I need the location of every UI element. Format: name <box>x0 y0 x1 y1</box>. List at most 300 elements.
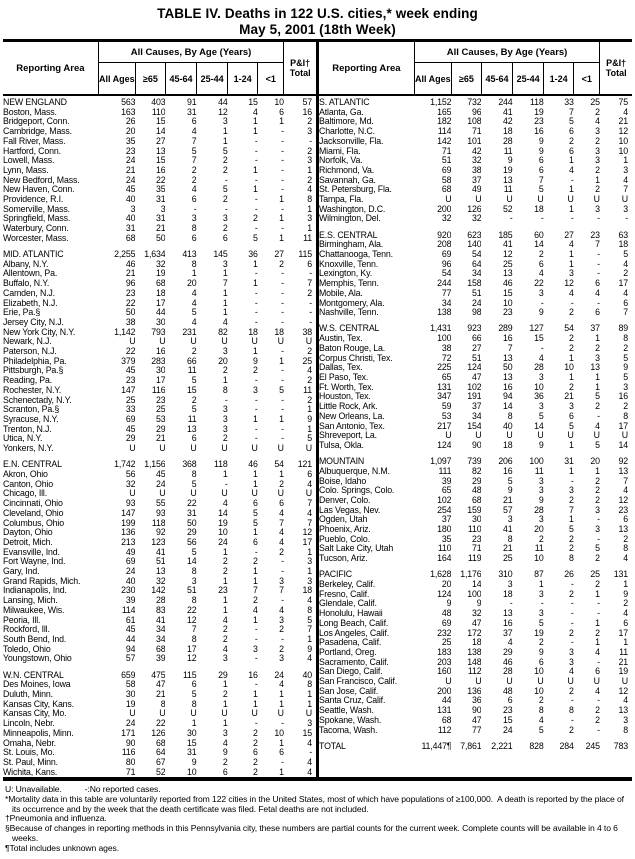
value-cell: 90 <box>471 440 482 450</box>
value-cell: U <box>445 677 452 687</box>
value-cell: 11 <box>534 466 544 476</box>
value-cell: 32 <box>441 214 452 224</box>
value-cell: 102 <box>437 495 452 505</box>
footnote-pilcrow: ¶Total includes unknown ages. <box>5 842 119 853</box>
value-cell: 920 <box>437 230 452 240</box>
value-cell: 2 <box>595 706 600 716</box>
value-cell: 30 <box>187 728 197 738</box>
value-cell: 22 <box>155 719 166 729</box>
value-cell: 2 <box>595 495 600 505</box>
value-cell: 71 <box>471 127 482 137</box>
table-row <box>319 176 632 186</box>
value-cell: 24 <box>155 479 166 489</box>
value-cell: 80 <box>125 757 136 767</box>
footnote-dagger: †Pneumonia and influenza. <box>5 813 107 824</box>
value-cell: 57 <box>125 654 136 664</box>
reporting-area-cell: Cambridge, Mass. <box>3 127 72 137</box>
reporting-area-cell: Cleveland, Ohio <box>3 508 64 518</box>
value-cell: - <box>254 634 258 644</box>
value-cell: 2 <box>568 589 574 599</box>
value-cell: 4 <box>307 479 312 489</box>
value-cell: 3 <box>222 405 228 415</box>
value-cell: 68 <box>125 233 136 243</box>
value-cell: 48 <box>503 686 513 696</box>
value-cell: 51 <box>155 557 166 567</box>
value-cell: 24 <box>471 298 482 308</box>
value-cell: 39 <box>155 654 166 664</box>
table-row <box>3 214 316 224</box>
value-cell: 2 <box>279 644 284 654</box>
value-cell: 118 <box>530 97 544 107</box>
table-row <box>319 147 632 157</box>
reporting-area-cell: Camden, N.J. <box>3 288 55 298</box>
table-row <box>319 260 632 270</box>
value-cell: 3 <box>595 127 600 137</box>
value-cell: 4 <box>279 508 284 518</box>
value-cell: 14 <box>618 440 628 450</box>
value-cell: 51 <box>471 288 482 298</box>
reporting-area-cell: San Francisco, Calif. <box>319 677 398 687</box>
value-cell: 92 <box>155 528 166 538</box>
value-cell: - <box>281 317 284 327</box>
value-cell: 4 <box>623 486 628 496</box>
value-cell: 1,156 <box>144 460 166 470</box>
value-cell: 69 <box>441 165 452 175</box>
reporting-area-cell: TOTAL <box>319 741 346 751</box>
table-row <box>3 748 316 758</box>
table-row <box>3 269 316 279</box>
value-cell: 3 <box>279 654 284 664</box>
value-cell: - <box>281 395 284 405</box>
value-cell: 1 <box>595 382 600 392</box>
value-cell: 200 <box>437 204 452 214</box>
value-cell: 3 <box>595 156 600 166</box>
col-header-lt1: <1 <box>258 63 284 96</box>
reporting-area-cell: Youngstown, Ohio <box>3 654 72 664</box>
value-cell: 9 <box>623 363 628 373</box>
value-cell: 171 <box>121 728 136 738</box>
value-cell: 245 <box>585 741 600 751</box>
value-cell: 27 <box>274 250 284 260</box>
value-cell: 4 <box>307 185 312 195</box>
col-header-ge65: ≥65 <box>135 63 165 96</box>
value-cell: 2 <box>595 486 600 496</box>
right-table <box>319 42 632 752</box>
value-cell: 7 <box>191 156 197 166</box>
value-cell: 3 <box>307 127 312 137</box>
all-causes-header: All Causes, By Age (Years) <box>98 42 284 63</box>
value-cell: 2 <box>252 596 258 606</box>
value-cell: 6 <box>538 259 544 269</box>
value-cell: 68 <box>155 738 166 748</box>
value-cell: 40 <box>125 195 136 205</box>
value-cell: 22 <box>187 605 197 615</box>
value-cell: 1 <box>279 689 284 699</box>
value-cell: 47 <box>155 680 166 690</box>
value-cell: - <box>570 609 574 619</box>
value-cell: 57 <box>302 97 312 107</box>
table-row <box>3 616 316 626</box>
value-cell: 5 <box>538 618 544 628</box>
table-row <box>3 519 316 529</box>
table-row <box>319 363 632 373</box>
value-cell: - <box>254 434 258 444</box>
value-cell: 13 <box>618 525 628 535</box>
value-cell: - <box>254 680 258 690</box>
value-cell: 69 <box>441 250 452 260</box>
value-cell: 10 <box>534 686 544 696</box>
reporting-area-cell: Minneapolis, Minn. <box>3 728 74 738</box>
value-cell: 108 <box>467 117 482 127</box>
value-cell: 1,628 <box>430 570 452 580</box>
value-cell: 138 <box>437 308 452 318</box>
section-total-row <box>3 460 316 470</box>
value-cell: 110 <box>151 107 166 117</box>
value-cell: 98 <box>471 308 482 318</box>
value-cell: 9 <box>476 599 482 609</box>
value-cell: 64 <box>155 748 166 758</box>
value-cell: 69 <box>125 557 136 567</box>
value-cell: 10 <box>187 767 197 777</box>
value-cell: 40 <box>125 214 136 224</box>
value-cell: 6 <box>279 748 284 758</box>
value-cell: U <box>251 337 258 347</box>
value-cell: 42 <box>503 117 513 127</box>
value-cell: - <box>281 127 284 137</box>
reporting-area-cell: Phoenix, Ariz. <box>319 525 371 535</box>
value-cell: - <box>224 395 228 405</box>
value-cell: 18 <box>534 204 544 214</box>
value-cell: 739 <box>467 457 482 467</box>
value-cell: 13 <box>155 146 166 156</box>
value-cell: 41 <box>155 615 166 625</box>
value-cell: 9 <box>538 495 544 505</box>
value-cell: 35 <box>155 185 166 195</box>
table-row <box>3 279 316 289</box>
value-cell: 2 <box>307 146 312 156</box>
reporting-area-cell: El Paso, Tex. <box>319 372 369 382</box>
value-cell: 1,142 <box>114 327 136 337</box>
value-cell: 18 <box>302 586 312 596</box>
value-cell: 46 <box>503 657 513 667</box>
value-cell: 3 <box>191 576 197 586</box>
value-cell: 3 <box>568 647 574 657</box>
value-cell: 5 <box>568 117 574 127</box>
value-cell: 2 <box>222 156 228 166</box>
value-cell: 783 <box>613 741 628 751</box>
value-cell: 206 <box>498 457 513 467</box>
value-cell: 25 <box>590 97 600 107</box>
value-cell: 46 <box>125 259 136 269</box>
deaths-table <box>3 39 632 781</box>
value-cell: 3 <box>568 269 574 279</box>
table-row <box>319 289 632 299</box>
value-cell: 2 <box>623 343 628 353</box>
value-cell: - <box>597 259 600 269</box>
reporting-area-cell: Syracuse, N.Y. <box>3 415 59 424</box>
value-cell: 65 <box>441 372 452 382</box>
value-cell: 8 <box>307 605 312 615</box>
value-cell: - <box>281 405 284 415</box>
reporting-area-cell: Chattanooga, Tenn. <box>319 250 393 260</box>
reporting-area-cell: Birmingham, Ala. <box>319 240 384 250</box>
value-cell: 6 <box>538 156 544 166</box>
value-cell: 3 <box>279 615 284 625</box>
value-cell: 3 <box>538 515 544 525</box>
section-total-row <box>3 671 316 681</box>
value-cell: - <box>570 175 574 185</box>
reporting-area-header: Reporting Area <box>3 42 98 95</box>
value-cell: - <box>254 269 258 279</box>
value-cell: 1 <box>252 127 258 137</box>
value-cell: 6 <box>252 537 258 547</box>
value-cell: U <box>621 195 628 205</box>
table-row <box>3 489 316 499</box>
value-cell: 48 <box>471 486 482 496</box>
value-cell: 8 <box>222 385 228 395</box>
value-cell: 7 <box>279 518 284 528</box>
value-cell: 347 <box>437 392 452 402</box>
value-cell: 13 <box>590 363 600 373</box>
reporting-area-cell: Las Vegas, Nev. <box>319 505 381 515</box>
value-cell: 1 <box>538 580 544 590</box>
value-cell: - <box>509 599 513 609</box>
value-cell: 19 <box>503 165 513 175</box>
value-cell: 40 <box>302 670 312 680</box>
value-cell: 475 <box>151 670 166 680</box>
value-cell: 67 <box>155 757 166 767</box>
value-cell: 26 <box>564 570 574 580</box>
value-cell: - <box>254 625 258 635</box>
value-cell: - <box>281 165 284 175</box>
value-cell: 1 <box>568 259 574 269</box>
value-cell: 6 <box>222 233 228 243</box>
reporting-area-cell: Hartford, Conn. <box>3 146 61 156</box>
value-cell: - <box>254 317 258 327</box>
value-cell: 3 <box>222 117 228 127</box>
value-cell: 623 <box>467 230 482 240</box>
value-cell: 13 <box>503 269 513 279</box>
value-cell: 21 <box>155 689 166 699</box>
value-cell: 17 <box>618 279 628 289</box>
reporting-area-cell: Erie, Pa.§ <box>3 308 41 318</box>
value-cell: 3 <box>307 214 312 224</box>
value-cell: 3 <box>252 385 258 395</box>
value-cell: U <box>537 677 544 687</box>
value-cell: 7 <box>595 240 600 250</box>
value-cell: 180 <box>437 525 452 535</box>
reporting-area-cell: Corpus Christi, Tex. <box>319 353 393 363</box>
reporting-area-cell: Buffalo, N.Y. <box>3 279 50 289</box>
table-row <box>319 373 632 383</box>
value-cell: 2 <box>191 347 197 357</box>
value-cell: 1,176 <box>460 570 482 580</box>
value-cell: 8 <box>507 411 513 421</box>
value-cell: 2 <box>568 136 574 146</box>
value-cell: 403 <box>151 97 166 107</box>
value-cell: 2,255 <box>114 250 136 260</box>
value-cell: 1 <box>595 466 600 476</box>
value-cell: 31 <box>155 214 166 224</box>
value-cell: 2 <box>307 288 312 298</box>
value-cell: 4 <box>568 667 574 677</box>
value-cell: - <box>570 476 574 486</box>
value-cell: 1 <box>222 376 228 386</box>
value-cell: 48 <box>441 609 452 619</box>
value-cell: 6 <box>279 499 284 509</box>
value-cell: 9 <box>538 440 544 450</box>
value-cell: 11 <box>619 647 628 657</box>
value-cell: 24 <box>125 567 136 577</box>
value-cell: 2 <box>307 395 312 405</box>
reporting-area-cell: Pasadena, Calif. <box>319 638 382 648</box>
value-cell: U <box>593 677 600 687</box>
reporting-area-cell: Yonkers, N.Y. <box>3 444 54 454</box>
value-cell: 1 <box>252 528 258 538</box>
value-cell: 37 <box>503 628 513 638</box>
value-cell: 3 <box>623 204 628 214</box>
value-cell: 154 <box>467 421 482 431</box>
value-cell: 23 <box>155 395 166 405</box>
value-cell: 6 <box>191 680 197 690</box>
value-cell: 8 <box>307 680 312 690</box>
value-cell: 18 <box>248 327 258 337</box>
value-cell: 3 <box>538 609 544 619</box>
table-row <box>3 680 316 690</box>
value-cell: 21 <box>618 657 628 667</box>
value-cell: 10 <box>618 146 628 156</box>
footnote-asterisk: *Mortality data in this table are voluntarily reported from 122 cities in the United States, most of which have populations of ≥100,000. A death is reported by the place of its occurrence and by the week that the death certificate was filed. Fetal deaths are not included. <box>5 794 627 814</box>
value-cell: 1 <box>191 269 197 279</box>
reporting-area-cell: Dayton, Ohio <box>3 528 53 538</box>
value-cell: 24 <box>503 725 513 735</box>
reporting-area-cell: St. Petersburg, Fla. <box>319 185 392 195</box>
value-cell: U <box>305 337 312 347</box>
value-cell: 7 <box>623 185 628 195</box>
value-cell: 2,221 <box>491 741 513 751</box>
value-cell: 9 <box>307 415 312 424</box>
table-row <box>3 337 316 347</box>
value-cell: 1 <box>252 576 258 586</box>
value-cell: 203 <box>437 657 452 667</box>
reporting-area-cell: Boise, Idaho <box>319 476 367 486</box>
value-cell: - <box>281 366 284 376</box>
reporting-area-cell: Chicago, Ill. <box>3 489 48 499</box>
value-cell: 56 <box>125 470 136 480</box>
value-cell: 1 <box>623 580 628 590</box>
value-cell: 118 <box>151 518 166 528</box>
value-cell: 6 <box>191 434 197 444</box>
value-cell: 20 <box>534 525 544 535</box>
value-cell: 18 <box>618 240 628 250</box>
value-cell: 6 <box>222 767 228 777</box>
table-row <box>319 619 632 629</box>
value-cell: 29 <box>125 434 136 444</box>
value-cell: 2 <box>538 250 544 260</box>
value-cell: 100 <box>437 334 452 344</box>
value-cell: 5 <box>595 544 600 554</box>
value-cell: 19 <box>218 518 228 528</box>
value-cell: 1 <box>307 405 312 415</box>
reporting-area-cell: Paterson, N.J. <box>3 347 57 357</box>
reporting-area-cell: Fall River, Mass. <box>3 136 66 146</box>
value-cell: 19 <box>125 699 136 709</box>
value-cell: 4 <box>191 298 197 308</box>
value-cell: 20 <box>218 356 228 366</box>
value-cell: 23 <box>125 146 136 156</box>
value-cell: 7 <box>507 343 513 353</box>
value-cell: - <box>254 224 258 234</box>
reporting-area-cell: Trenton, N.J. <box>3 424 52 434</box>
value-cell: 4 <box>623 609 628 619</box>
value-cell: 31 <box>564 457 574 467</box>
value-cell: 14 <box>534 240 544 250</box>
value-cell: 4 <box>307 366 312 376</box>
reporting-area-cell: Somerville, Mass. <box>3 204 70 214</box>
reporting-area-cell: Sacramento, Calif. <box>319 657 389 667</box>
value-cell: 2 <box>568 686 574 696</box>
value-cell: 30 <box>155 317 166 327</box>
value-cell: 923 <box>467 324 482 334</box>
section-total-row <box>319 95 632 108</box>
value-cell: 22 <box>187 499 197 509</box>
value-cell: 34 <box>441 298 452 308</box>
value-cell: 6 <box>595 279 600 289</box>
value-cell: 2 <box>279 479 284 489</box>
value-cell: 5 <box>538 185 544 195</box>
table-row <box>3 195 316 205</box>
value-cell: 1 <box>252 259 258 269</box>
table-row <box>3 357 316 367</box>
value-cell: 35 <box>441 534 452 544</box>
value-cell: - <box>309 298 312 308</box>
table-row <box>319 629 632 639</box>
value-cell: 19 <box>534 107 544 117</box>
value-cell: 25 <box>441 638 452 648</box>
value-cell: 2 <box>222 757 228 767</box>
table-row <box>3 645 316 655</box>
value-cell: 23 <box>590 230 600 240</box>
value-cell: 11 <box>187 366 197 376</box>
value-cell: 3 <box>130 204 136 214</box>
value-cell: 90 <box>471 706 482 716</box>
value-cell: 1 <box>568 353 574 363</box>
value-cell: - <box>254 719 258 729</box>
value-cell: 2 <box>568 544 574 554</box>
value-cell: 2 <box>568 334 574 344</box>
value-cell: 9 <box>507 486 513 496</box>
reporting-area-cell: Detroit, Mich. <box>3 537 53 547</box>
reporting-area-cell: St. Louis, Mo. <box>3 748 55 758</box>
value-cell: 4 <box>191 185 197 195</box>
reporting-area-cell: Salt Lake City, Utah <box>319 544 394 554</box>
value-cell: 54 <box>274 460 284 470</box>
value-cell: 2 <box>191 395 197 405</box>
col-header-25-44: 25-44 <box>197 63 228 96</box>
value-cell: - <box>281 634 284 644</box>
value-cell: 4 <box>279 528 284 538</box>
value-cell: 4 <box>568 165 574 175</box>
value-cell: 57 <box>503 505 513 515</box>
reporting-area-cell: Kansas City, Mo. <box>3 709 67 719</box>
value-cell: 71 <box>441 146 452 156</box>
value-cell: 2 <box>252 757 258 767</box>
reporting-area-cell: Cincinnati, Ohio <box>3 499 63 509</box>
value-cell: 25 <box>590 570 600 580</box>
value-cell: 1 <box>222 288 228 298</box>
value-cell: 2 <box>222 195 228 205</box>
value-cell: 4 <box>279 537 284 547</box>
